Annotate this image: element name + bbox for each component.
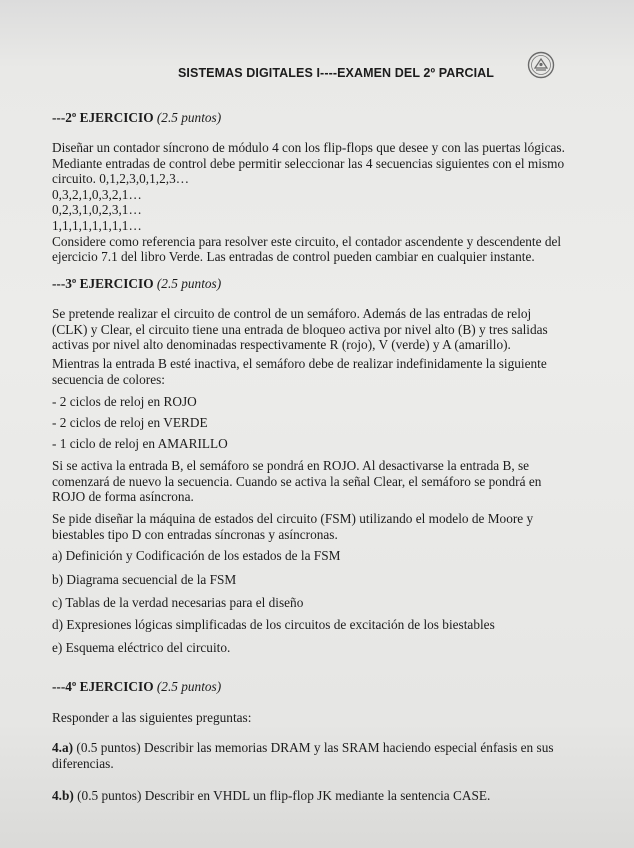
exercise-3-heading: ---3º EJERCICIO (2.5 puntos) — [52, 276, 222, 291]
text-line: Mediante entradas de control debe permitir seleccionar las 4 secuencias siguientes con el mismo — [52, 155, 565, 171]
university-seal-icon — [527, 51, 555, 79]
text-line: Considere como referencia para resolver este circuito, el contador ascendente y descendente del — [52, 233, 562, 249]
question-4a — [52, 740, 572, 771]
task-item-d: d) Expresiones lógicas simplificadas de los circuitos de excitación de los biestables — [52, 617, 495, 632]
text-line: diferencias. — [52, 755, 114, 771]
exercise-3-para-3 — [52, 458, 572, 505]
exercise-4-intro: Responder a las siguientes preguntas: — [52, 710, 252, 725]
text-line: Mientras la entrada B esté inactiva, el semáforo debe de realizar indefinidamente la siguiente — [52, 356, 547, 371]
page-title: SISTEMAS DIGITALES I----EXAMEN DEL 2º PARCIAL — [178, 66, 495, 80]
text-line: (CLK) y Clear, el circuito tiene una entrada de bloqueo activa por nivel alto (B) y tres salidas — [52, 321, 548, 337]
task-item-a: a) Definición y Codificación de los estados de la FSM — [52, 548, 341, 563]
exercise-3-para-2 — [52, 356, 572, 387]
color-sequence-item: - 2 ciclos de reloj en ROJO — [52, 394, 197, 409]
text-line: biestables tipo D con entradas síncronas y asíncronas. — [52, 526, 338, 542]
exercise-3-para-4 — [52, 511, 572, 542]
text-line: circuito. 0,1,2,3,0,1,2,3… — [52, 171, 190, 187]
text-line: ROJO de forma asíncrona. — [52, 489, 194, 505]
text-line: (0.5 puntos) Describir las memorias DRAM y las SRAM haciendo especial énfasis en sus — [76, 740, 554, 755]
sequence-line: 0,3,2,1,0,3,2,1… — [52, 186, 142, 202]
task-item-c: c) Tablas de la verdad necesarias para el diseño — [52, 595, 304, 610]
task-item-b: b) Diagrama secuencial de la FSM — [52, 572, 237, 587]
text-line: Diseñar un contador síncrono de módulo 4 con los flip-flops que desee y con las puertas lógicas. — [52, 140, 565, 155]
sequence-line: 0,2,3,1,0,2,3,1… — [52, 202, 142, 218]
text-line: secuencia de colores: — [52, 371, 165, 387]
sequence-line: 1,1,1,1,1,1,1,1… — [52, 217, 142, 233]
text-line: activas por nivel alto denominadas respectivamente R (rojo), V (verde) y A (amarillo). — [52, 337, 511, 353]
exercise-4-heading: ---4º EJERCICIO (2.5 puntos) — [52, 679, 222, 694]
color-sequence-item: - 2 ciclos de reloj en VERDE — [52, 415, 208, 430]
question-label: 4.a) — [52, 740, 74, 755]
question-label: 4.b) — [52, 788, 74, 803]
text-line: ejercicio 7.1 del libro Verde. Las entradas de control pueden cambiar en cualquier instante. — [52, 249, 535, 265]
color-sequence-item: - 1 ciclo de reloj en AMARILLO — [52, 436, 228, 451]
exercise-2-heading: ---2º EJERCICIO (2.5 puntos) — [52, 110, 222, 125]
text-line: Se pretende realizar el circuito de control de un semáforo. Además de las entradas de reloj — [52, 306, 532, 321]
task-item-e: e) Esquema eléctrico del circuito. — [52, 640, 231, 655]
text-line: (0.5 puntos) Describir en VHDL un flip-flop JK mediante la sentencia CASE. — [77, 788, 491, 803]
exercise-2-body — [52, 140, 572, 265]
exercise-3-para-1 — [52, 306, 572, 353]
text-line: Se pide diseñar la máquina de estados del circuito (FSM) utilizando el modelo de Moore y — [52, 511, 534, 526]
question-4b — [52, 788, 572, 804]
text-line: Si se activa la entrada B, el semáforo se pondrá en ROJO. Al desactivarse la entrada B, se — [52, 458, 530, 473]
text-line: comenzará de nuevo la secuencia. Cuando se activa la señal Clear, el semáforo se pondrá en — [52, 473, 542, 489]
